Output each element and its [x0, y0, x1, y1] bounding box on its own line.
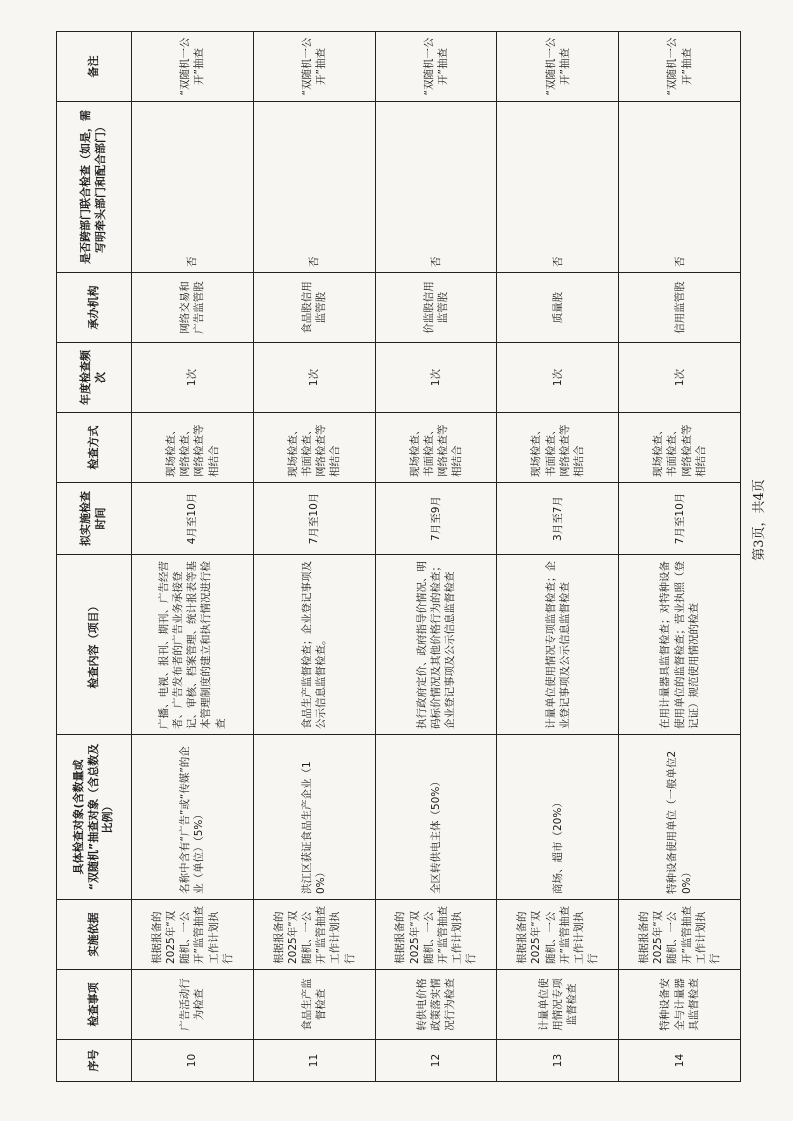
rotated-page [56, 32, 741, 1082]
cell-freq: 1次 [253, 343, 375, 413]
cell-seq: 11 [253, 1040, 375, 1082]
cell-item: 计量单位使用情况专项监督检查 [497, 970, 619, 1040]
cell-joint: 否 [253, 102, 375, 273]
header-freq: 年度检查频次 [57, 343, 132, 413]
cell-freq: 1次 [375, 343, 497, 413]
cell-joint: 否 [132, 102, 254, 273]
header-method: 检查方式 [57, 413, 132, 483]
cell-note: “双随机一公开”抽查 [497, 32, 619, 102]
inspection-plan-table [56, 31, 741, 1082]
cell-target: 名称中含有“广告”或“传媒”的企业（单位）（5%） [132, 735, 254, 900]
cell-freq: 1次 [497, 343, 619, 413]
cell-seq: 14 [619, 1040, 741, 1082]
table-row [619, 32, 741, 1082]
cell-org: 价监股信用监管股 [375, 273, 497, 343]
cell-time: 7月至10月 [619, 483, 741, 555]
cell-basis: 根据报备的2025年“双随机、一公开”监管抽查工作计划执行 [375, 900, 497, 970]
cell-time: 4月至10月 [132, 483, 254, 555]
header-target-line1: 具体检查对象(含数量或 [71, 759, 85, 875]
cell-freq: 1次 [619, 343, 741, 413]
cell-joint: 否 [619, 102, 741, 273]
cell-method: 现场检查、书面检查、网络检查等相结合 [253, 413, 375, 483]
cell-content: 执行政府定价、政府指导价情况、明码标价情况及其他价格行为的检查；企业登记事项及公示信息监督检查 [375, 555, 497, 735]
table-row [375, 32, 497, 1082]
table-row [253, 32, 375, 1082]
cell-time: 3月至7月 [497, 483, 619, 555]
cell-org: 网络交易和广告监管股 [132, 273, 254, 343]
cell-freq: 1次 [132, 343, 254, 413]
header-row [57, 32, 132, 1082]
cell-method: 现场检查、书面检查、网络检查等相结合 [375, 413, 497, 483]
cell-target: 洪江区获证食品生产企业（10%） [253, 735, 375, 900]
cell-time: 7月至9月 [375, 483, 497, 555]
cell-item: 食品生产监督检查 [253, 970, 375, 1040]
cell-method: 现场检查、网络检查、网络检查等相结合 [132, 413, 254, 483]
header-basis: 实施依据 [57, 900, 132, 970]
header-joint: 是否跨部门联合检查（如是，需写明牵头部门和配合部门） [57, 102, 132, 273]
cell-note: “双随机一公开”抽查 [132, 32, 254, 102]
cell-note: “双随机一公开”抽查 [253, 32, 375, 102]
cell-content: 在用计量器具监督检查；对特种设备使用单位的监督检查；营业执照（登记证）规范使用情况的检查 [619, 555, 741, 735]
cell-content: 广播、电视、报刊、期刊、广告经营者、广告发布者的广告业务承接登记、审核、档案管理、统计报表等基本管理制度的建立和执行情况进行检查 [132, 555, 254, 735]
cell-content: 计量单位使用情况专项监督检查；企业登记事项及公示信息监督检查 [497, 555, 619, 735]
cell-note: “双随机一公开”抽查 [375, 32, 497, 102]
cell-basis: 根据报备的2025年“双随机、一公开”监管抽查工作计划执行 [619, 900, 741, 970]
cell-item: 广告活动行为检查 [132, 970, 254, 1040]
header-content: 检查内容（项目） [57, 555, 132, 735]
cell-item: 特种设备安全与计量器具监督检查 [619, 970, 741, 1040]
table-row [497, 32, 619, 1082]
header-target-line2: “双随机”抽查对象（含总数及比例） [86, 743, 115, 891]
cell-org: 食品股信用监管股 [253, 273, 375, 343]
cell-target: 商场、超市（20%） [497, 735, 619, 900]
cell-method: 现场检查、书面检查、网络检查等相结合 [619, 413, 741, 483]
cell-joint: 否 [497, 102, 619, 273]
cell-basis: 根据报备的2025年“双随机、一公开”监管抽查工作计划执行 [132, 900, 254, 970]
header-org: 承办机构 [57, 273, 132, 343]
header-item: 检查事项 [57, 970, 132, 1040]
header-note: 备注 [57, 32, 132, 102]
cell-content: 食品生产监督检查；企业登记事项及公示信息监督检查。 [253, 555, 375, 735]
cell-time: 7月至10月 [253, 483, 375, 555]
cell-target: 特种设备使用单位（一般单位20%） [619, 735, 741, 900]
header-time: 拟实施检查时间 [57, 483, 132, 555]
cell-method: 现场检查、书面检查、网络检查等相结合 [497, 413, 619, 483]
cell-basis: 根据报备的2025年“双随机、一公开”监管抽查工作计划执行 [497, 900, 619, 970]
cell-org: 信用监管股 [619, 273, 741, 343]
cell-basis: 根据报备的2025年“双随机、一公开”监管抽查工作计划执行 [253, 900, 375, 970]
header-seq: 序号 [57, 1040, 132, 1082]
cell-note: “双随机一公开”抽查 [619, 32, 741, 102]
cell-seq: 12 [375, 1040, 497, 1082]
cell-target: 全区转供电主体（50%） [375, 735, 497, 900]
cell-seq: 13 [497, 1040, 619, 1082]
cell-joint: 否 [375, 102, 497, 273]
cell-org: 质量股 [497, 273, 619, 343]
table-row [132, 32, 254, 1082]
cell-seq: 10 [132, 1040, 254, 1082]
header-target [57, 735, 132, 900]
page-footer: 第3页，共4页 [752, 479, 767, 561]
cell-item: 转供电价格政策落实情况行为检查 [375, 970, 497, 1040]
